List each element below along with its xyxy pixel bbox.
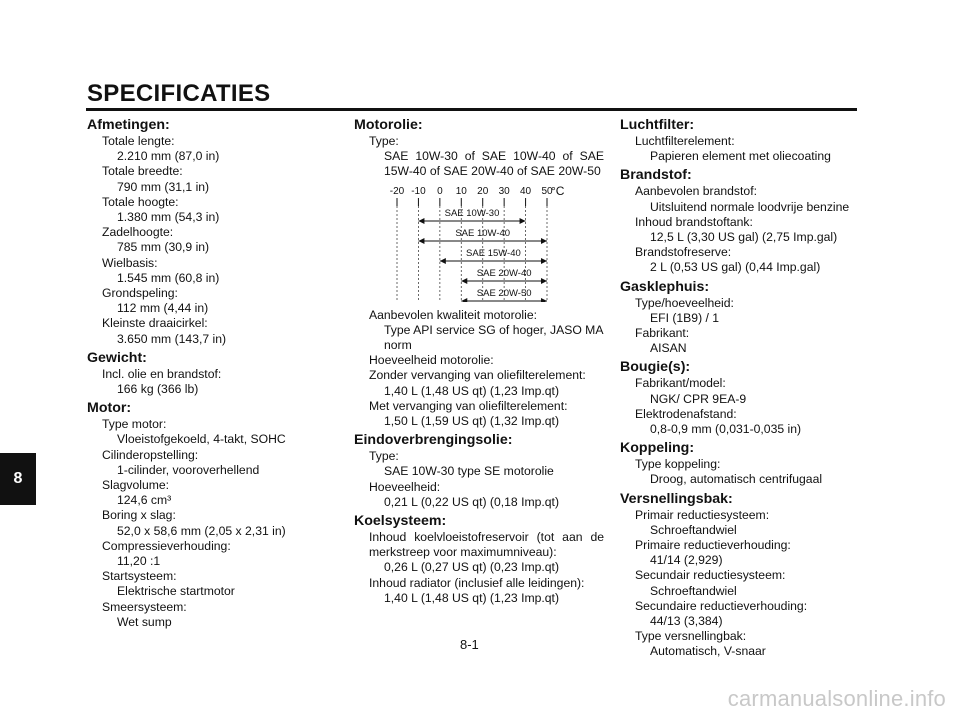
section-eindoverbrengingsolie [354, 431, 604, 510]
spec-label: Hoeveelheid motorolie: [369, 353, 494, 368]
column-3 [620, 114, 860, 660]
spec-label: Type motor: [102, 417, 167, 432]
range-arrow-left [418, 218, 424, 224]
range-arrow-right [541, 298, 547, 302]
spec-value: 1,40 L (1,48 US qt) (1,23 Imp.qt) [384, 383, 559, 398]
chapter-tab: 8 [0, 453, 36, 505]
series-label: SAE 15W-40 [466, 247, 521, 259]
spec-label: Luchtfilterelement: [635, 134, 735, 148]
tick-label: -10 [411, 185, 426, 197]
section-heading: Eindoverbrengingsolie: [354, 432, 513, 449]
spec-label: Smeersysteem: [102, 599, 187, 614]
spec-value: 1,50 L (1,59 US qt) (1,32 Imp.qt) [384, 414, 559, 429]
spec-label: Type versnellingbak: [635, 629, 747, 644]
spec-label: Fabrikant: [635, 326, 690, 341]
spec-value: 0,21 L (0,22 US qt) (0,18 Imp.qt) [384, 494, 559, 509]
spec-label: Zonder vervanging van oliefilterelement: [369, 368, 586, 383]
spec-label: Type/hoeveelheid: [635, 295, 734, 310]
spec-value: AISAN [650, 341, 687, 356]
spec-label: Totale lengte: [102, 134, 175, 148]
spec-label: Zadelhoogte: [102, 225, 174, 240]
spec-label: Wielbasis: [102, 255, 158, 270]
series-label: SAE 10W-40 [455, 227, 511, 239]
spec-value: 41/14 (2,929) [650, 553, 723, 568]
spec-label: Type: [369, 134, 399, 148]
spec-value: 2 L (0,53 US gal) (0,44 Imp.gal) [650, 260, 821, 275]
spec-value: Vloeistofgekoeld, 4-takt, SOHC [117, 432, 286, 447]
section-koelsysteem [354, 512, 604, 606]
spec-value: Droog, automatisch centrifugaal [650, 472, 823, 487]
spec-label: Hoeveelheid: [369, 479, 441, 494]
spec-value: 44/13 (3,384) [650, 614, 723, 629]
spec-value: Elektrische startmotor [117, 584, 235, 599]
section-brandstof [620, 166, 860, 275]
section-heading: Bougie(s): [620, 359, 691, 376]
spec-value: 1-cilinder, vooroverhellend [117, 462, 260, 477]
section-heading: Koelsysteem: [354, 513, 447, 530]
spec-value: 790 mm (31,1 in) [117, 179, 210, 194]
spec-label: Aanbevolen kwaliteit motorolie: [369, 307, 538, 322]
range-arrow-right [520, 218, 526, 224]
spec-label: Aanbevolen brandstof: [635, 184, 757, 199]
section-koppeling [620, 439, 860, 487]
range-arrow-left [461, 298, 467, 302]
section-gewicht [87, 349, 319, 397]
spec-value: 785 mm (30,9 in) [117, 240, 210, 255]
spec-value: 11,20 :1 [117, 554, 161, 569]
spec-value: 1.545 mm (60,8 in) [117, 270, 220, 285]
spec-label: Fabrikant/model: [635, 376, 726, 391]
range-arrow-right [541, 238, 547, 244]
spec-label: Primair reductiesysteem: [635, 507, 770, 522]
section-heading: Motor: [87, 400, 132, 417]
section-heading: Gasklephuis: [620, 278, 710, 295]
column-1 [87, 114, 319, 630]
spec-value: 112 mm (4,44 in) [117, 301, 209, 316]
spec-value: 0,8-0,9 mm (0,031-0,035 in) [650, 422, 802, 437]
range-arrow-right [541, 278, 547, 284]
section-luchtfilter [620, 116, 860, 164]
spec-value: SAE 10W-30 of SAE 10W-40 of SAE 15W-40 of SAE 20W-40 of SAE 20W-50 [384, 149, 604, 179]
section-heading: Afmetingen: [87, 117, 170, 133]
column-2 [354, 114, 604, 606]
section-heading: Brandstof: [620, 167, 692, 184]
spec-value: 3.650 mm (143,7 in) [117, 331, 227, 346]
range-arrow-left [418, 238, 424, 244]
tick-label: 40 [520, 185, 532, 197]
page-number: 8-1 [460, 637, 479, 652]
spec-value: 1.380 mm (54,3 in) [117, 210, 220, 225]
spec-value: EFI (1B9) / 1 [650, 310, 720, 325]
section-heading: Motorolie: [354, 117, 423, 133]
spec-label: Elektrodenafstand: [635, 406, 737, 421]
tick-label: 20 [477, 185, 489, 197]
section-gasklephuis [620, 278, 860, 357]
spec-label: Totale breedte: [102, 164, 183, 179]
tick-label: -20 [389, 185, 405, 197]
section-heading: Gewicht: [87, 349, 147, 366]
spec-value: Type API service SG of hoger, JASO MA norm [384, 322, 603, 353]
spec-value: Wet sump [117, 614, 172, 629]
tick-label: 0 [437, 185, 443, 197]
section-afmetingen [87, 116, 319, 347]
spec-label: Inhoud brandstoftank: [635, 214, 753, 229]
spec-label: Secundaire reductieverhouding: [635, 598, 808, 613]
spec-value: NGK/ CPR 9EA-9 [650, 391, 747, 406]
spec-label: Incl. olie en brandstof: [102, 366, 222, 381]
series-label: SAE 20W-50 [476, 287, 532, 299]
spec-value: 1,40 L (1,48 US qt) (1,23 Imp.qt) [384, 590, 559, 605]
spec-label: Compressieverhouding: [102, 538, 231, 553]
section-heading: Versnellingsbak: [620, 490, 733, 507]
title-rule [86, 108, 857, 111]
spec-label: Totale hoogte: [102, 194, 179, 209]
spec-value: 12,5 L (3,30 US gal) (2,75 Imp.gal) [650, 230, 838, 245]
spec-value: Uitsluitend normale loodvrije benzine [650, 199, 850, 214]
spec-label: Primaire reductieverhouding: [635, 538, 791, 553]
spec-label: Type koppeling: [635, 457, 721, 472]
oil-chart-svg [369, 184, 569, 302]
section-motorolie [354, 116, 604, 429]
spec-value: Automatisch, V-snaar [650, 644, 766, 659]
section-bougie [620, 358, 860, 437]
spec-value: Papieren element met oliecoating [650, 149, 831, 164]
spec-value: Schroeftandwiel [650, 522, 737, 537]
series-label: SAE 10W-30 [444, 207, 500, 219]
spec-label: Slagvolume: [102, 478, 170, 493]
spec-label: Grondspeling: [102, 286, 178, 301]
spec-value: 2.210 mm (87,0 in) [117, 149, 220, 164]
spec-value: 124,6 cm³ [117, 493, 172, 508]
oil-viscosity-chart [354, 184, 604, 302]
spec-label: Brandstofreserve: [635, 245, 732, 260]
spec-value: Schroeftandwiel [650, 583, 737, 598]
page-title: SPECIFICATIES [87, 80, 271, 107]
section-heading: Luchtfilter: [620, 117, 695, 133]
spec-label: Secundair reductiesysteem: [635, 568, 786, 583]
spec-label: Type: [369, 449, 399, 464]
tick-label: 50 [541, 185, 553, 197]
spec-label: Cilinderopstelling: [102, 447, 199, 462]
watermark: carmanualsonline.info [727, 686, 946, 711]
section-heading: Koppeling: [620, 440, 695, 457]
section-motor [87, 399, 319, 630]
series-label: SAE 20W-40 [476, 267, 532, 279]
spec-label: Inhoud radiator (inclusief alle leidingen): [369, 575, 585, 590]
spec-value: 52,0 x 58,6 mm (2,05 x 2,31 in) [117, 523, 286, 538]
spec-value: 0,26 L (0,27 US qt) (0,23 Imp.qt) [384, 560, 559, 575]
section-versnellingsbak [620, 490, 860, 660]
tick-label: 30 [498, 185, 510, 197]
range-arrow-left [461, 278, 467, 284]
spec-label: Inhoud koelvloeistofreservoir (tot aan de merkstreep voor maximumniveau): [369, 530, 604, 560]
spec-label: Kleinste draaicirkel: [102, 316, 208, 331]
spec-value: SAE 10W-30 type SE motorolie [384, 464, 554, 479]
spec-label: Boring x slag: [102, 508, 176, 523]
range-arrow-left [440, 258, 446, 264]
spec-value: 166 kg (366 lb) [117, 382, 199, 397]
spec-label: Startsysteem: [102, 569, 177, 584]
range-arrow-right [541, 258, 547, 264]
spec-label: Met vervanging van oliefilterelement: [369, 398, 568, 413]
tick-label: 10 [455, 185, 467, 197]
unit-label: °C [551, 183, 565, 198]
